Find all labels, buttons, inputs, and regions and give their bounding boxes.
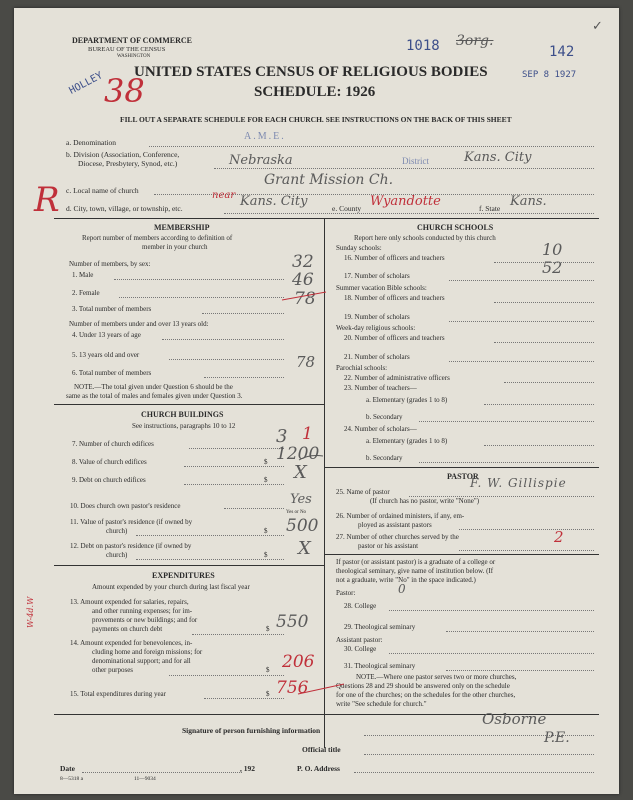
q12-dollar: $	[264, 551, 268, 559]
q14-label-2: cluding home and foreign missions; for	[92, 648, 203, 656]
church-name-value: Grant Mission Ch.	[264, 172, 394, 188]
q18-label: 18. Number of officers and teachers	[344, 294, 445, 302]
q10-label: 10. Does church own pastor's residence	[70, 502, 181, 510]
q25-note: (If church has no pastor, write "None")	[370, 497, 480, 505]
q13-label: 13. Amount expended for salaries, repairs,	[70, 598, 189, 606]
q8-value: 1200	[276, 444, 320, 464]
age-heading: Number of members under and over 13 years old:	[69, 320, 209, 328]
q5-label: 5. 13 years old and over	[72, 351, 140, 359]
stamp-142: 142	[549, 44, 575, 60]
stamp-number: 1018	[406, 38, 440, 54]
q11-label-2: church)	[106, 527, 128, 535]
pen-marks	[14, 8, 619, 794]
grad-note-2: theological seminary, give name of institution below. (If	[336, 567, 494, 575]
city-value: Kans. City	[240, 194, 308, 209]
membership-heading: MEMBERSHIP	[154, 223, 210, 232]
red-r-mark: R	[34, 180, 60, 220]
q1-value: 32	[292, 252, 314, 272]
state-label: f. State	[479, 204, 501, 213]
q30-label: 30. College	[344, 645, 377, 653]
q28-label: 28. College	[344, 602, 377, 610]
q9-value: X	[294, 462, 307, 483]
city-label-d: d. City, town, village, or township, etc.	[66, 204, 183, 213]
q14-label-3: denominational support; and for all	[92, 657, 191, 665]
q19-label: 19. Number of scholars	[344, 313, 410, 321]
q1-label: 1. Male	[72, 271, 94, 279]
parochial-label: Parochial schools:	[336, 364, 388, 372]
q13-label-4: payments on church debt	[92, 625, 163, 633]
bureau-label: BUREAU OF THE CENSUS	[88, 46, 166, 53]
schools-heading: CHURCH SCHOOLS	[417, 223, 494, 232]
q11-label: 11. Value of pastor's residence (if owned by	[70, 518, 193, 526]
by-sex-label: Number of members, by sex:	[69, 260, 151, 268]
q16-value: 10	[542, 240, 563, 259]
form-number-2: 11—9034	[134, 776, 156, 782]
q6-value: 78	[296, 353, 316, 371]
dept-label: DEPARTMENT OF COMMERCE	[72, 36, 193, 45]
official-title-value: P.E.	[544, 730, 570, 746]
q31-label: 31. Theological seminary	[344, 662, 416, 670]
q20-label: 20. Number of officers and teachers	[344, 334, 445, 342]
q13-dollar: $	[266, 625, 270, 633]
pastor-note-4: write "See schedule for church."	[336, 700, 427, 708]
division-value: Nebraska	[229, 153, 293, 168]
q26-label: 26. Number of ordained ministers, if any, em-	[336, 512, 465, 520]
district-value: Kans. City	[464, 150, 532, 165]
expenditures-intro: Amount expended by your church during last fiscal year	[92, 583, 250, 591]
q26-label-2: ployed as assistant pastors	[358, 521, 432, 529]
q15-value: 756	[276, 678, 309, 698]
q6-label: 6. Total number of members	[72, 369, 152, 377]
margin-note: W-4d.W	[26, 596, 35, 628]
q15-label: 15. Total expenditures during year	[70, 690, 166, 698]
q12-label-2: church)	[106, 551, 128, 559]
q7-label: 7. Number of church edifices	[72, 440, 154, 448]
signature-value: Osborne	[482, 710, 547, 728]
q4-label: 4. Under 13 years of age	[72, 331, 141, 339]
q24a-label: a. Elementary (grades 1 to 8)	[366, 437, 448, 445]
buildings-instr: See instructions, paragraphs 10 to 12	[132, 422, 236, 430]
q15-dollar: $	[266, 690, 270, 698]
pastor-note-3: for one of the churches; on the schedules for the other churches,	[336, 691, 516, 699]
q3-label: 3. Total number of members	[72, 305, 152, 313]
q11-value: 500	[286, 516, 319, 536]
form-subtitle: SCHEDULE: 1926	[254, 84, 376, 100]
q21-label: 21. Number of scholars	[344, 353, 410, 361]
asst-pastor-label: Assistant pastor:	[336, 636, 383, 644]
membership-note: NOTE.—The total given under Question 6 should be the	[74, 383, 233, 391]
q14-label-4: other purposes	[92, 666, 134, 674]
q12-value: X	[298, 538, 311, 559]
pastor-sub-label: Pastor:	[336, 589, 356, 597]
q10-yesno: Yes or No	[286, 510, 307, 515]
q7-pencil: 3	[276, 426, 288, 447]
q24-label: 24. Number of scholars—	[344, 425, 417, 433]
q24b-label: b. Secondary	[366, 454, 403, 462]
q25-value: F. W. Gillispie	[470, 476, 567, 490]
q27-label-2: pastor or his assistant	[358, 542, 419, 550]
q16-label: 16. Number of officers and teachers	[344, 254, 445, 262]
county-label: e. County	[332, 204, 362, 213]
grad-note-3: not a graduate, write "No" in the space indicated.)	[336, 576, 476, 584]
membership-intro-2: member in your church	[142, 243, 208, 251]
q10-value: Yes	[290, 492, 312, 507]
pastor-note-2: Questions 28 and 29 should be answered only on the schedule	[336, 682, 510, 690]
division-label: b. Division (Association, Conference,	[66, 150, 180, 159]
red-stroke-q15	[298, 684, 344, 694]
q25-label: 25. Name of pastor	[336, 488, 390, 496]
near-note: near	[212, 190, 236, 201]
form-title: UNITED STATES CENSUS OF RELIGIOUS BODIES	[134, 64, 488, 80]
check-mark: ✓	[592, 18, 603, 33]
q17-label: 17. Number of scholars	[344, 272, 410, 280]
po-address-label: P. O. Address	[297, 764, 340, 773]
q23b-label: b. Secondary	[366, 413, 403, 421]
buildings-heading: CHURCH BUILDINGS	[141, 410, 224, 419]
pastor-note: NOTE.—Where one pastor serves two or more churches,	[356, 673, 517, 681]
q13-label-3: provements or new buildings; and for	[92, 616, 198, 624]
state-value: Kans.	[510, 194, 547, 209]
date-year: , 192	[240, 764, 255, 773]
church-name-label: c. Local name of church	[66, 186, 139, 195]
county-value: Wyandotte	[370, 194, 441, 209]
q29-label: 29. Theological seminary	[344, 623, 416, 631]
q3-value: 78	[294, 289, 316, 309]
q27-value: 2	[554, 528, 564, 546]
city-label: WASHINGTON	[117, 54, 151, 59]
q8-label: 8. Value of church edifices	[72, 458, 147, 466]
denomination-label: a. Denomination	[66, 138, 116, 147]
denomination-value: A.M.E.	[244, 131, 286, 142]
q13-value: 550	[276, 612, 309, 632]
q7-value: 1	[302, 424, 313, 444]
q14-dollar: $	[266, 666, 270, 674]
q2-label: 2. Female	[72, 289, 100, 297]
pencil-stroke-q8	[299, 456, 323, 461]
q23-label: 23. Number of teachers—	[344, 384, 417, 392]
pastor-college-value: 0	[398, 582, 406, 596]
holley-stamp: HOLLEY	[67, 70, 105, 97]
q9-dollar: $	[264, 476, 268, 484]
q14-label: 14. Amount expended for benevolences, in-	[70, 639, 193, 647]
weekday-label: Week-day religious schools:	[336, 324, 416, 332]
q23a-label: a. Elementary (grades 1 to 8)	[366, 396, 448, 404]
schools-intro: Report here only schools conducted by this church	[354, 234, 496, 242]
district-label: District	[402, 156, 429, 166]
red-number: 38	[104, 72, 145, 110]
q22-label: 22. Number of administrative officers	[344, 374, 450, 382]
red-tick-q3	[282, 292, 326, 300]
signature-label: Signature of person furnishing information	[182, 726, 321, 735]
date-label: Date	[60, 764, 75, 773]
division-label-2: Diocese, Presbytery, Synod, etc.)	[78, 159, 178, 168]
q11-dollar: $	[264, 527, 268, 535]
q9-label: 9. Debt on church edifices	[72, 476, 146, 484]
form-number: 8—5318 a	[60, 776, 84, 782]
stamp-extra: 3org.	[456, 33, 494, 49]
census-schedule-sheet	[14, 8, 619, 794]
membership-intro: Report number of members according to definition of	[82, 234, 233, 242]
q12-label: 12. Debt on pastor's residence (if owned by	[70, 542, 192, 550]
q13-label-2: and other running expenses; for im-	[92, 607, 193, 615]
stamp-date: SEP 8 1927	[522, 70, 577, 80]
q17-value: 52	[542, 258, 563, 277]
summer-label: Summer vacation Bible schools:	[336, 284, 427, 292]
q27-label: 27. Number of other churches served by the	[336, 533, 459, 541]
q2-value: 46	[292, 270, 314, 290]
pastor-heading: PASTOR	[447, 472, 479, 481]
grad-note: If pastor (or assistant pastor) is a graduate of a college or	[336, 558, 496, 566]
membership-note-2: same as the total of males and females given under Question 3.	[66, 392, 243, 400]
expenditures-heading: EXPENDITURES	[152, 571, 215, 580]
instructions-line: FILL OUT A SEPARATE SCHEDULE FOR EACH CHURCH. SEE INSTRUCTIONS ON THE BACK OF THIS SHEET	[120, 115, 512, 124]
official-title-label: Official title	[302, 745, 341, 754]
sunday-label: Sunday schools:	[336, 244, 382, 252]
q8-dollar: $	[264, 458, 268, 466]
q14-value: 206	[282, 652, 315, 672]
